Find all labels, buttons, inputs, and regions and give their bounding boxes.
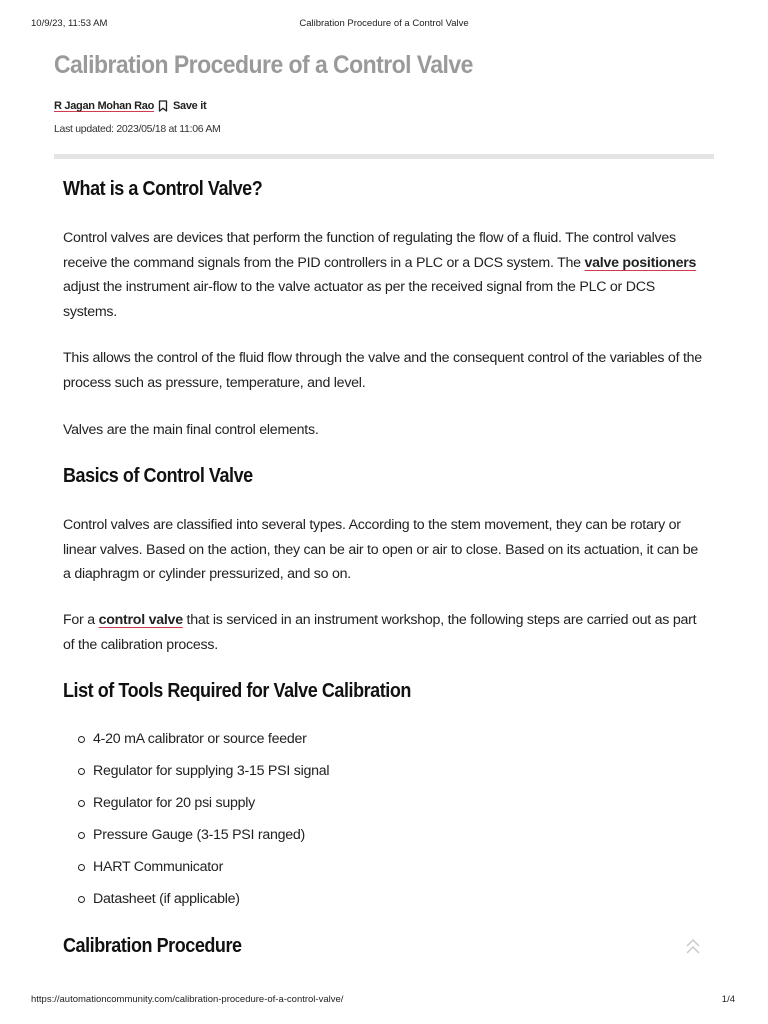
tools-list-item <box>78 854 678 886</box>
bullet-icon <box>78 736 85 743</box>
bullet-icon <box>78 800 85 807</box>
scroll-to-top-button[interactable] <box>684 937 702 957</box>
paragraph-text: that is serviced in an instrument workshop, the following steps are carried out as part of the calibration process. <box>63 612 697 653</box>
control-valve-link[interactable]: control valve <box>98 612 183 628</box>
tools-list-item <box>78 822 678 854</box>
heading-tools-list: List of Tools Required for Valve Calibration <box>63 680 411 702</box>
bullet-icon <box>78 864 85 871</box>
paragraph-basics-1: Control valves are classified into several types. According to the stem movement, they can be rotary or linear valves. Based on the action, they can be air to open or air to close. Based on its actuation, it can be a diaphragm or cylinder pressurized, and so on. <box>63 517 698 582</box>
page-title: Calibration Procedure of a Control Valve <box>54 51 473 79</box>
tools-list <box>78 726 678 918</box>
tools-list-item-text: Datasheet (if applicable) <box>93 891 240 907</box>
tools-list-item <box>78 790 678 822</box>
print-header <box>0 18 768 32</box>
paragraph-text: Control valves are devices that perform the function of regulating the flow of a fluid. The control valves receive the command signals from the PID controllers in a PLC or a DCS system. The <box>63 230 676 271</box>
bullet-icon <box>78 832 85 839</box>
paragraph-text: For a <box>63 612 99 628</box>
save-it-button[interactable] <box>158 100 206 112</box>
last-updated: Last updated: 2023/05/18 at 11:06 AM <box>54 123 221 135</box>
double-chevron-up-icon <box>684 937 702 957</box>
tools-list-item-text: HART Communicator <box>93 859 224 875</box>
paragraph-what-is-2: This allows the control of the fluid flow through the valve and the consequent control of the variables of the process such as pressure, temperature, and level. <box>63 350 702 391</box>
heading-basics: Basics of Control Valve <box>63 465 253 487</box>
divider <box>54 154 714 159</box>
page-indicator: 1/4 <box>721 994 735 1005</box>
print-doc-title: Calibration Procedure of a Control Valve <box>299 18 469 29</box>
author-link[interactable]: R Jagan Mohan Rao <box>54 100 155 112</box>
print-datetime: 10/9/23, 11:53 AM <box>31 18 108 29</box>
save-it-label: Save it <box>173 100 207 112</box>
bullet-icon <box>78 768 85 775</box>
paragraph-text: adjust the instrument air-flow to the valve actuator as per the received signal from the PLC or DCS systems. <box>63 279 655 320</box>
heading-what-is-control-valve: What is a Control Valve? <box>63 178 263 200</box>
paragraph-what-is-1 <box>63 226 703 324</box>
paragraph-what-is-3: Valves are the main final control elements. <box>63 422 319 438</box>
tools-list-item <box>78 758 678 790</box>
byline <box>54 100 207 116</box>
tools-list-item-text: Regulator for 20 psi supply <box>93 795 256 811</box>
heading-calibration-procedure: Calibration Procedure <box>63 935 242 957</box>
tools-list-item-text: Regulator for supplying 3-15 PSI signal <box>93 763 330 779</box>
bullet-icon <box>78 896 85 903</box>
tools-list-item-text: 4-20 mA calibrator or source feeder <box>93 731 307 747</box>
bookmark-icon <box>158 100 168 112</box>
print-footer <box>0 994 768 1008</box>
valve-positioners-link[interactable]: valve positioners <box>584 254 697 271</box>
tools-list-item <box>78 886 678 918</box>
tools-list-item <box>78 726 678 758</box>
paragraph-basics-2 <box>63 608 703 657</box>
tools-list-item-text: Pressure Gauge (3-15 PSI ranged) <box>93 827 306 843</box>
print-url: https://automationcommunity.com/calibration-procedure-of-a-control-valve/ <box>31 994 344 1005</box>
